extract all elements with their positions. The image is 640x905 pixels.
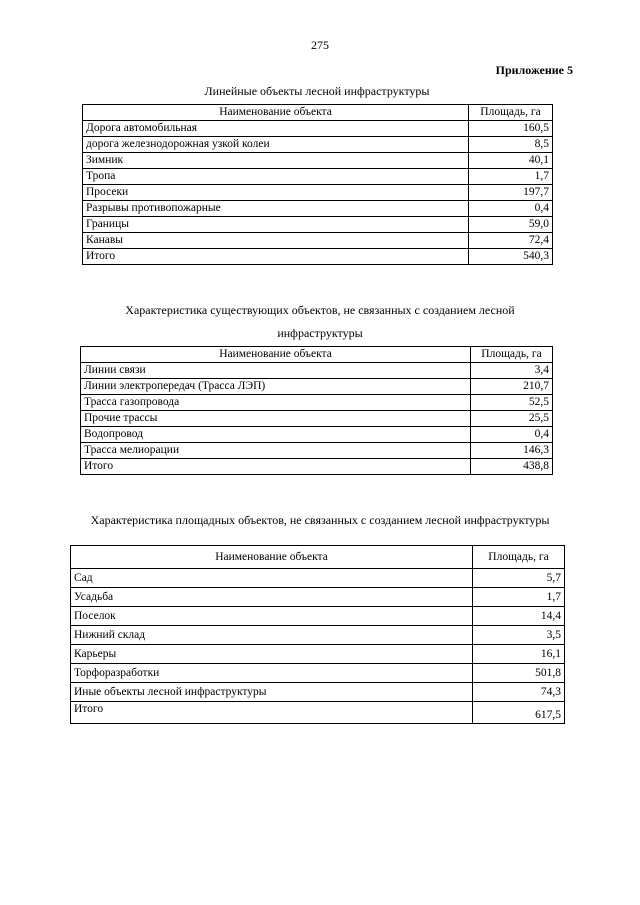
total-label: Итого	[71, 702, 473, 724]
table-row	[81, 363, 553, 379]
table2-caption-line1: Характеристика существующих объектов, не связанных с созданием лесной	[125, 303, 515, 317]
row-area: 1,7	[469, 169, 553, 185]
table-row	[83, 217, 553, 233]
total-label: Итого	[81, 459, 471, 475]
row-area: 1,7	[473, 588, 565, 607]
row-area: 197,7	[469, 185, 553, 201]
total-value: 617,5	[473, 702, 565, 724]
linear-objects-table	[82, 104, 553, 265]
row-area: 14,4	[473, 607, 565, 626]
total-row	[81, 459, 553, 475]
row-name: Трасса мелиорации	[81, 443, 471, 459]
table-row	[71, 645, 565, 664]
table1-caption: Линейные объекты лесной инфраструктуры	[204, 84, 430, 98]
total-row	[71, 702, 565, 724]
table-row	[83, 233, 553, 249]
row-name: Границы	[83, 217, 469, 233]
area-objects-table	[70, 545, 565, 724]
row-name: Прочие трассы	[81, 411, 471, 427]
row-area: 160,5	[469, 121, 553, 137]
column-header-area: Площадь, га	[471, 347, 553, 363]
table-row	[83, 153, 553, 169]
table-row	[71, 607, 565, 626]
row-name: Просеки	[83, 185, 469, 201]
row-name: Линии связи	[81, 363, 471, 379]
row-area: 3,4	[471, 363, 553, 379]
table-row	[71, 588, 565, 607]
appendix-label: Приложение 5	[495, 63, 573, 77]
total-row	[83, 249, 553, 265]
row-area: 52,5	[471, 395, 553, 411]
table2-caption-line2: инфраструктуры	[277, 326, 363, 340]
row-name: Линии электропередач (Трасса ЛЭП)	[81, 379, 471, 395]
row-name: Иные объекты лесной инфраструктуры	[71, 683, 473, 702]
table-row	[83, 185, 553, 201]
row-name: Торфоразработки	[71, 664, 473, 683]
total-value: 540,3	[469, 249, 553, 265]
row-area: 40,1	[469, 153, 553, 169]
row-name: Трасса газопровода	[81, 395, 471, 411]
table-row	[81, 411, 553, 427]
row-area: 501,8	[473, 664, 565, 683]
row-name: дорога железнодорожная узкой колеи	[83, 137, 469, 153]
table3-caption: Характеристика площадных объектов, не связанных с созданием лесной инфраструктуры	[90, 513, 550, 527]
row-area: 16,1	[473, 645, 565, 664]
table-header-row	[71, 546, 565, 569]
row-name: Поселок	[71, 607, 473, 626]
table-row	[81, 427, 553, 443]
row-area: 3,5	[473, 626, 565, 645]
column-header-name: Наименование объекта	[81, 347, 471, 363]
table-row	[81, 395, 553, 411]
table-row	[81, 443, 553, 459]
row-name: Разрывы противопожарные	[83, 201, 469, 217]
row-area: 146,3	[471, 443, 553, 459]
row-area: 72,4	[469, 233, 553, 249]
row-name: Карьеры	[71, 645, 473, 664]
table-row	[83, 169, 553, 185]
table-header-row	[83, 105, 553, 121]
row-area: 74,3	[473, 683, 565, 702]
row-name: Усадьба	[71, 588, 473, 607]
column-header-name: Наименование объекта	[71, 546, 473, 569]
row-area: 5,7	[473, 569, 565, 588]
row-name: Нижний склад	[71, 626, 473, 645]
total-label: Итого	[83, 249, 469, 265]
row-name: Сад	[71, 569, 473, 588]
existing-objects-table	[80, 346, 553, 475]
table-row	[83, 137, 553, 153]
column-header-area: Площадь, га	[473, 546, 565, 569]
table-row	[83, 121, 553, 137]
column-header-name: Наименование объекта	[83, 105, 469, 121]
table-row	[83, 201, 553, 217]
row-area: 59,0	[469, 217, 553, 233]
row-name: Зимник	[83, 153, 469, 169]
row-area: 8,5	[469, 137, 553, 153]
row-name: Тропа	[83, 169, 469, 185]
total-value: 438,8	[471, 459, 553, 475]
row-area: 210,7	[471, 379, 553, 395]
row-area: 0,4	[469, 201, 553, 217]
row-area: 0,4	[471, 427, 553, 443]
column-header-area: Площадь, га	[469, 105, 553, 121]
table-header-row	[81, 347, 553, 363]
table-row	[81, 379, 553, 395]
row-name: Дорога автомобильная	[83, 121, 469, 137]
row-name: Водопровод	[81, 427, 471, 443]
table-row	[71, 664, 565, 683]
page-number: 275	[311, 38, 329, 52]
table-row	[71, 569, 565, 588]
row-area: 25,5	[471, 411, 553, 427]
row-name: Канавы	[83, 233, 469, 249]
table-row	[71, 626, 565, 645]
table-row	[71, 683, 565, 702]
